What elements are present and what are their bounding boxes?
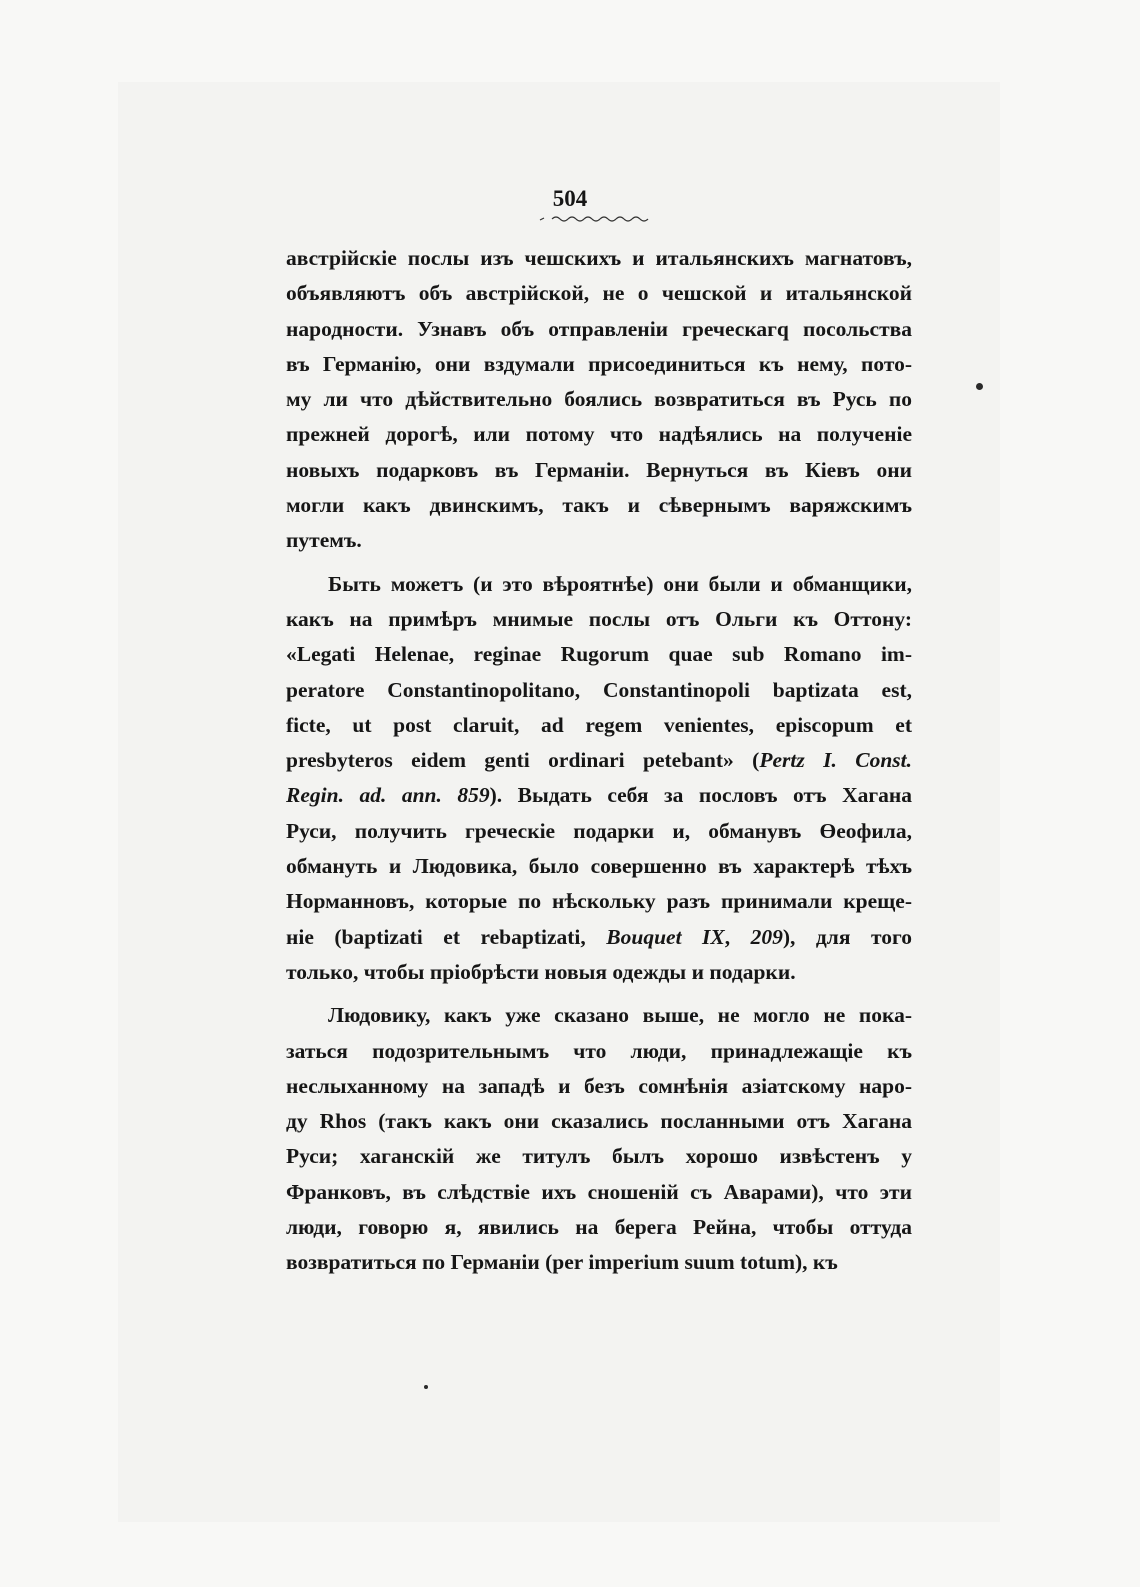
text-run: ). Выдать себя за пословъ отъ Хагана [489, 783, 912, 808]
text-line: какъ на примѣръ мнимые послы отъ Ольги къ Оттону: [286, 606, 912, 631]
text-run: ), для того [782, 924, 912, 949]
text-line: неслыханному на западѣ и безъ сомнѣнія азіатскому наро- [286, 1073, 912, 1098]
text-line: новыхъ подарковъ въ Германіи. Вернуться въ Кіевъ они [286, 457, 912, 482]
paragraph-gap [286, 990, 912, 998]
italic-reference: 209 [750, 924, 783, 949]
text-line: Руси; хаганскій же титулъ былъ хорошо извѣстенъ у [286, 1144, 912, 1169]
text-line: Руси, получить греческіе подарки и, обманувъ Өеофила, [286, 818, 912, 843]
text-line: му ли что дѣйствительно боялись возвратиться въ Русь по [286, 387, 912, 412]
text-line: Быть можетъ (и это вѣроятнѣе) они были и обманщики, [328, 571, 912, 596]
text-line: въ Германію, они вздумали присоединиться къ нему, пото- [286, 351, 912, 376]
text-line: люди, говорю я, явились на берега Рейна, чтобы оттуда [286, 1215, 912, 1240]
page-number: 504 [552, 186, 588, 211]
text-run: ніе (baptizati et rebaptizati, [286, 924, 607, 949]
text-line: только, чтобы пріобрѣсти новыя одежды и подарки. [286, 959, 796, 984]
decorative-rule [538, 212, 654, 224]
text-line: Франковъ, въ слѣдствіе ихъ сношеній съ Аварами), что эти [286, 1179, 912, 1204]
text-line: путемъ. [286, 528, 362, 553]
text-line [286, 743, 912, 778]
text-line [286, 920, 912, 955]
text-line: peratore Constantinopolitano, Constantinopoli baptizata est, [286, 677, 912, 702]
ink-speck [976, 383, 983, 390]
text-line: ficte, ut post claruit, ad regem venientes, episcopum et [286, 712, 912, 737]
ink-speck [424, 1385, 428, 1389]
text-line: возвратиться по Германіи (per imperium suum totum), къ [286, 1250, 838, 1275]
body-text [286, 241, 912, 1281]
paragraph-gap [286, 559, 912, 567]
text-line: Норманновъ, которые по нѣскольку разъ принимали креще- [286, 889, 912, 914]
italic-reference: Bouquet IX [606, 924, 725, 949]
text-line: ду Rhos (такъ какъ они сказались посланными отъ Хагана [286, 1109, 912, 1134]
text-line: народности. Узнавъ объ отправленіи греческагq посольства [286, 316, 912, 341]
text-line: Людовику, какъ уже сказано выше, не могло не пока- [328, 1003, 912, 1028]
text-run: , [724, 924, 751, 949]
text-line: обмануть и Людовика, было совершенно въ характерѣ тѣхъ [286, 854, 912, 879]
text-line: заться подозрительнымъ что люди, принадлежащіе къ [286, 1038, 912, 1063]
text-run: presbyteros eidem genti ordinari petebant» ( [286, 748, 760, 773]
text-line: австрійскіе послы изъ чешскихъ и итальянскихъ магнатовъ, [286, 246, 912, 270]
italic-reference: Regin. ad. ann. 859 [286, 783, 490, 808]
text-line [286, 778, 912, 813]
text-line: «Legati Helenae, reginae Rugorum quae sub Romano im- [286, 642, 912, 667]
italic-reference: Pertz I. Const. [759, 748, 912, 773]
text-line: прежней дорогѣ, или потому что надѣялись на полученіе [286, 422, 912, 447]
text-line: могли какъ двинскимъ, такъ и сѣвернымъ варяжскимъ [286, 493, 912, 518]
text-line: объявляютъ объ австрійской, не о чешской и итальянской [286, 281, 912, 306]
